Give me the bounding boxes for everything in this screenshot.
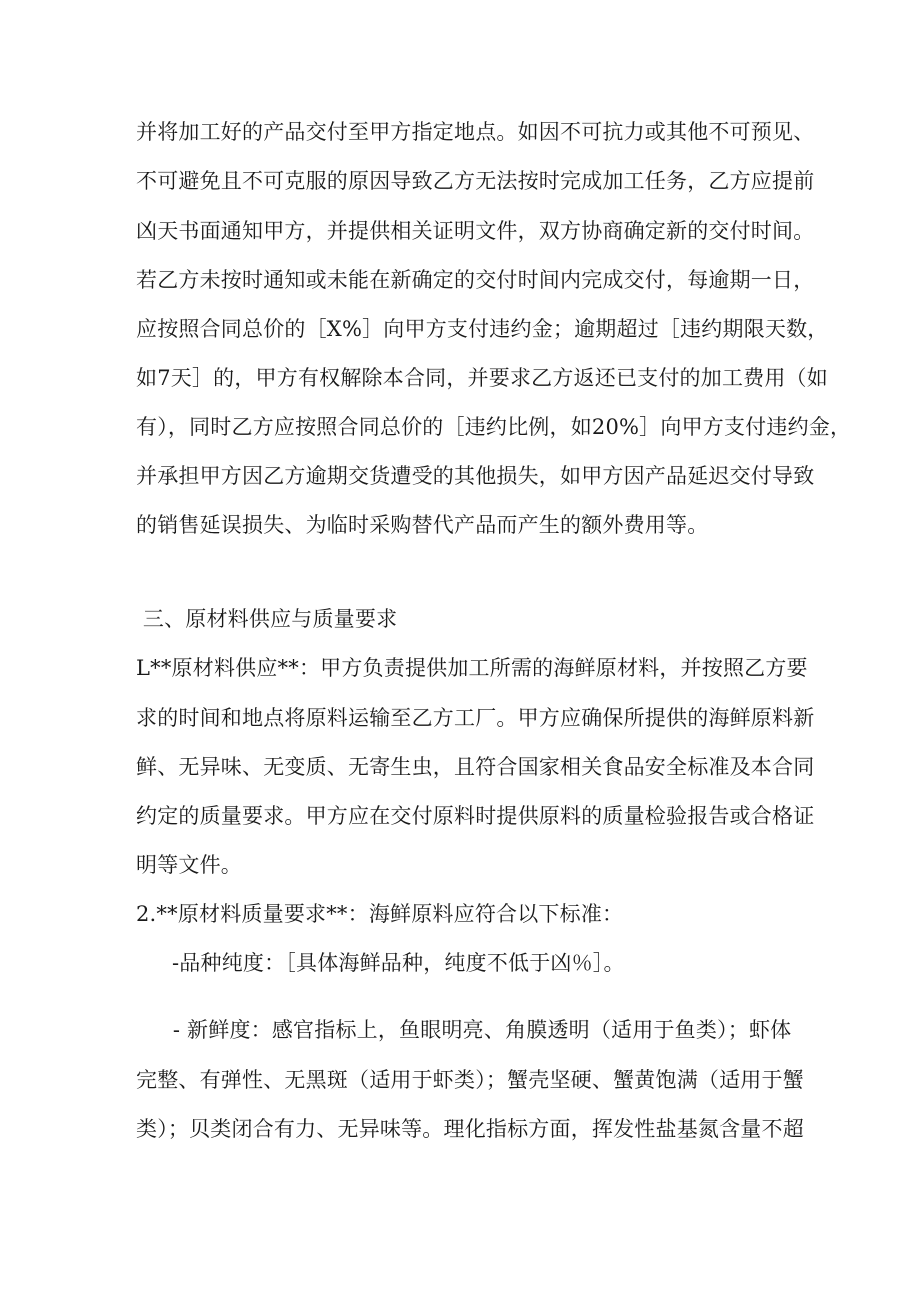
list-item: 2.**原材料质量要求**：海鲜原料应符合以下标准：	[136, 902, 624, 926]
paragraph-line: 不可避免且不可克服的原因导致乙方无法按时完成加工任务，乙方应提前	[136, 169, 815, 193]
list-subitem: -品种纯度：［具体海鲜品种，纯度不低于凶％］。	[172, 951, 625, 975]
paragraph-line: L**原材料供应**：甲方负责提供加工所需的海鲜原材料，并按照乙方要	[136, 656, 808, 680]
paragraph-line: 凶天书面通知甲方，并提供相关证明文件，双方协商确定新的交付时间。	[136, 219, 815, 243]
paragraph-line: 求的时间和地点将原料运输至乙方工厂。甲方应确保所提供的海鲜原料新	[136, 706, 815, 730]
paragraph-line: 如7天］的，甲方有权解除本合同，并要求乙方返还已支付的加工费用（如	[136, 366, 828, 390]
paragraph-line: 并承担甲方因乙方逾期交货遭受的其他损失，如甲方因产品延迟交付导致	[136, 464, 815, 488]
paragraph-line: 约定的质量要求。甲方应在交付原料时提供原料的质量检验报告或合格证	[136, 804, 815, 828]
paragraph-line: 完整、有弹性、无黑斑（适用于虾类）；蟹壳坚硬、蟹黄饱满（适用于蟹	[136, 1068, 804, 1092]
paragraph-line: 的销售延误损失、为临时采购替代产品而产生的额外费用等。	[136, 513, 709, 537]
paragraph-line: 若乙方未按时通知或未能在新确定的交付时间内完成交付，每逾期一日，	[136, 268, 815, 292]
paragraph-line: 明等文件。	[136, 853, 242, 877]
paragraph-line: 鲜、无异味、无变质、无寄生虫，且符合国家相关食品安全标准及本合同	[136, 755, 815, 779]
paragraph-line: 类）；贝类闭合有力、无异味等。理化指标方面，挥发性盐基氮含量不超	[136, 1117, 804, 1141]
section-heading: 三、原材料供应与质量要求	[136, 607, 398, 631]
paragraph-line: 应按照合同总价的［X%］向甲方支付违约金；逾期超过［违约期限天数，	[136, 317, 829, 341]
paragraph-line: 并将加工好的产品交付至甲方指定地点。如因不可抗力或其他不可预见、	[136, 120, 815, 144]
list-subitem: - 新鲜度：感官指标上，鱼眼明亮、角膜透明（适用于鱼类）；虾体	[166, 1018, 792, 1042]
paragraph-line: 有），同时乙方应按照合同总价的［违约比例，如20%］向甲方支付违约金，	[136, 415, 852, 439]
